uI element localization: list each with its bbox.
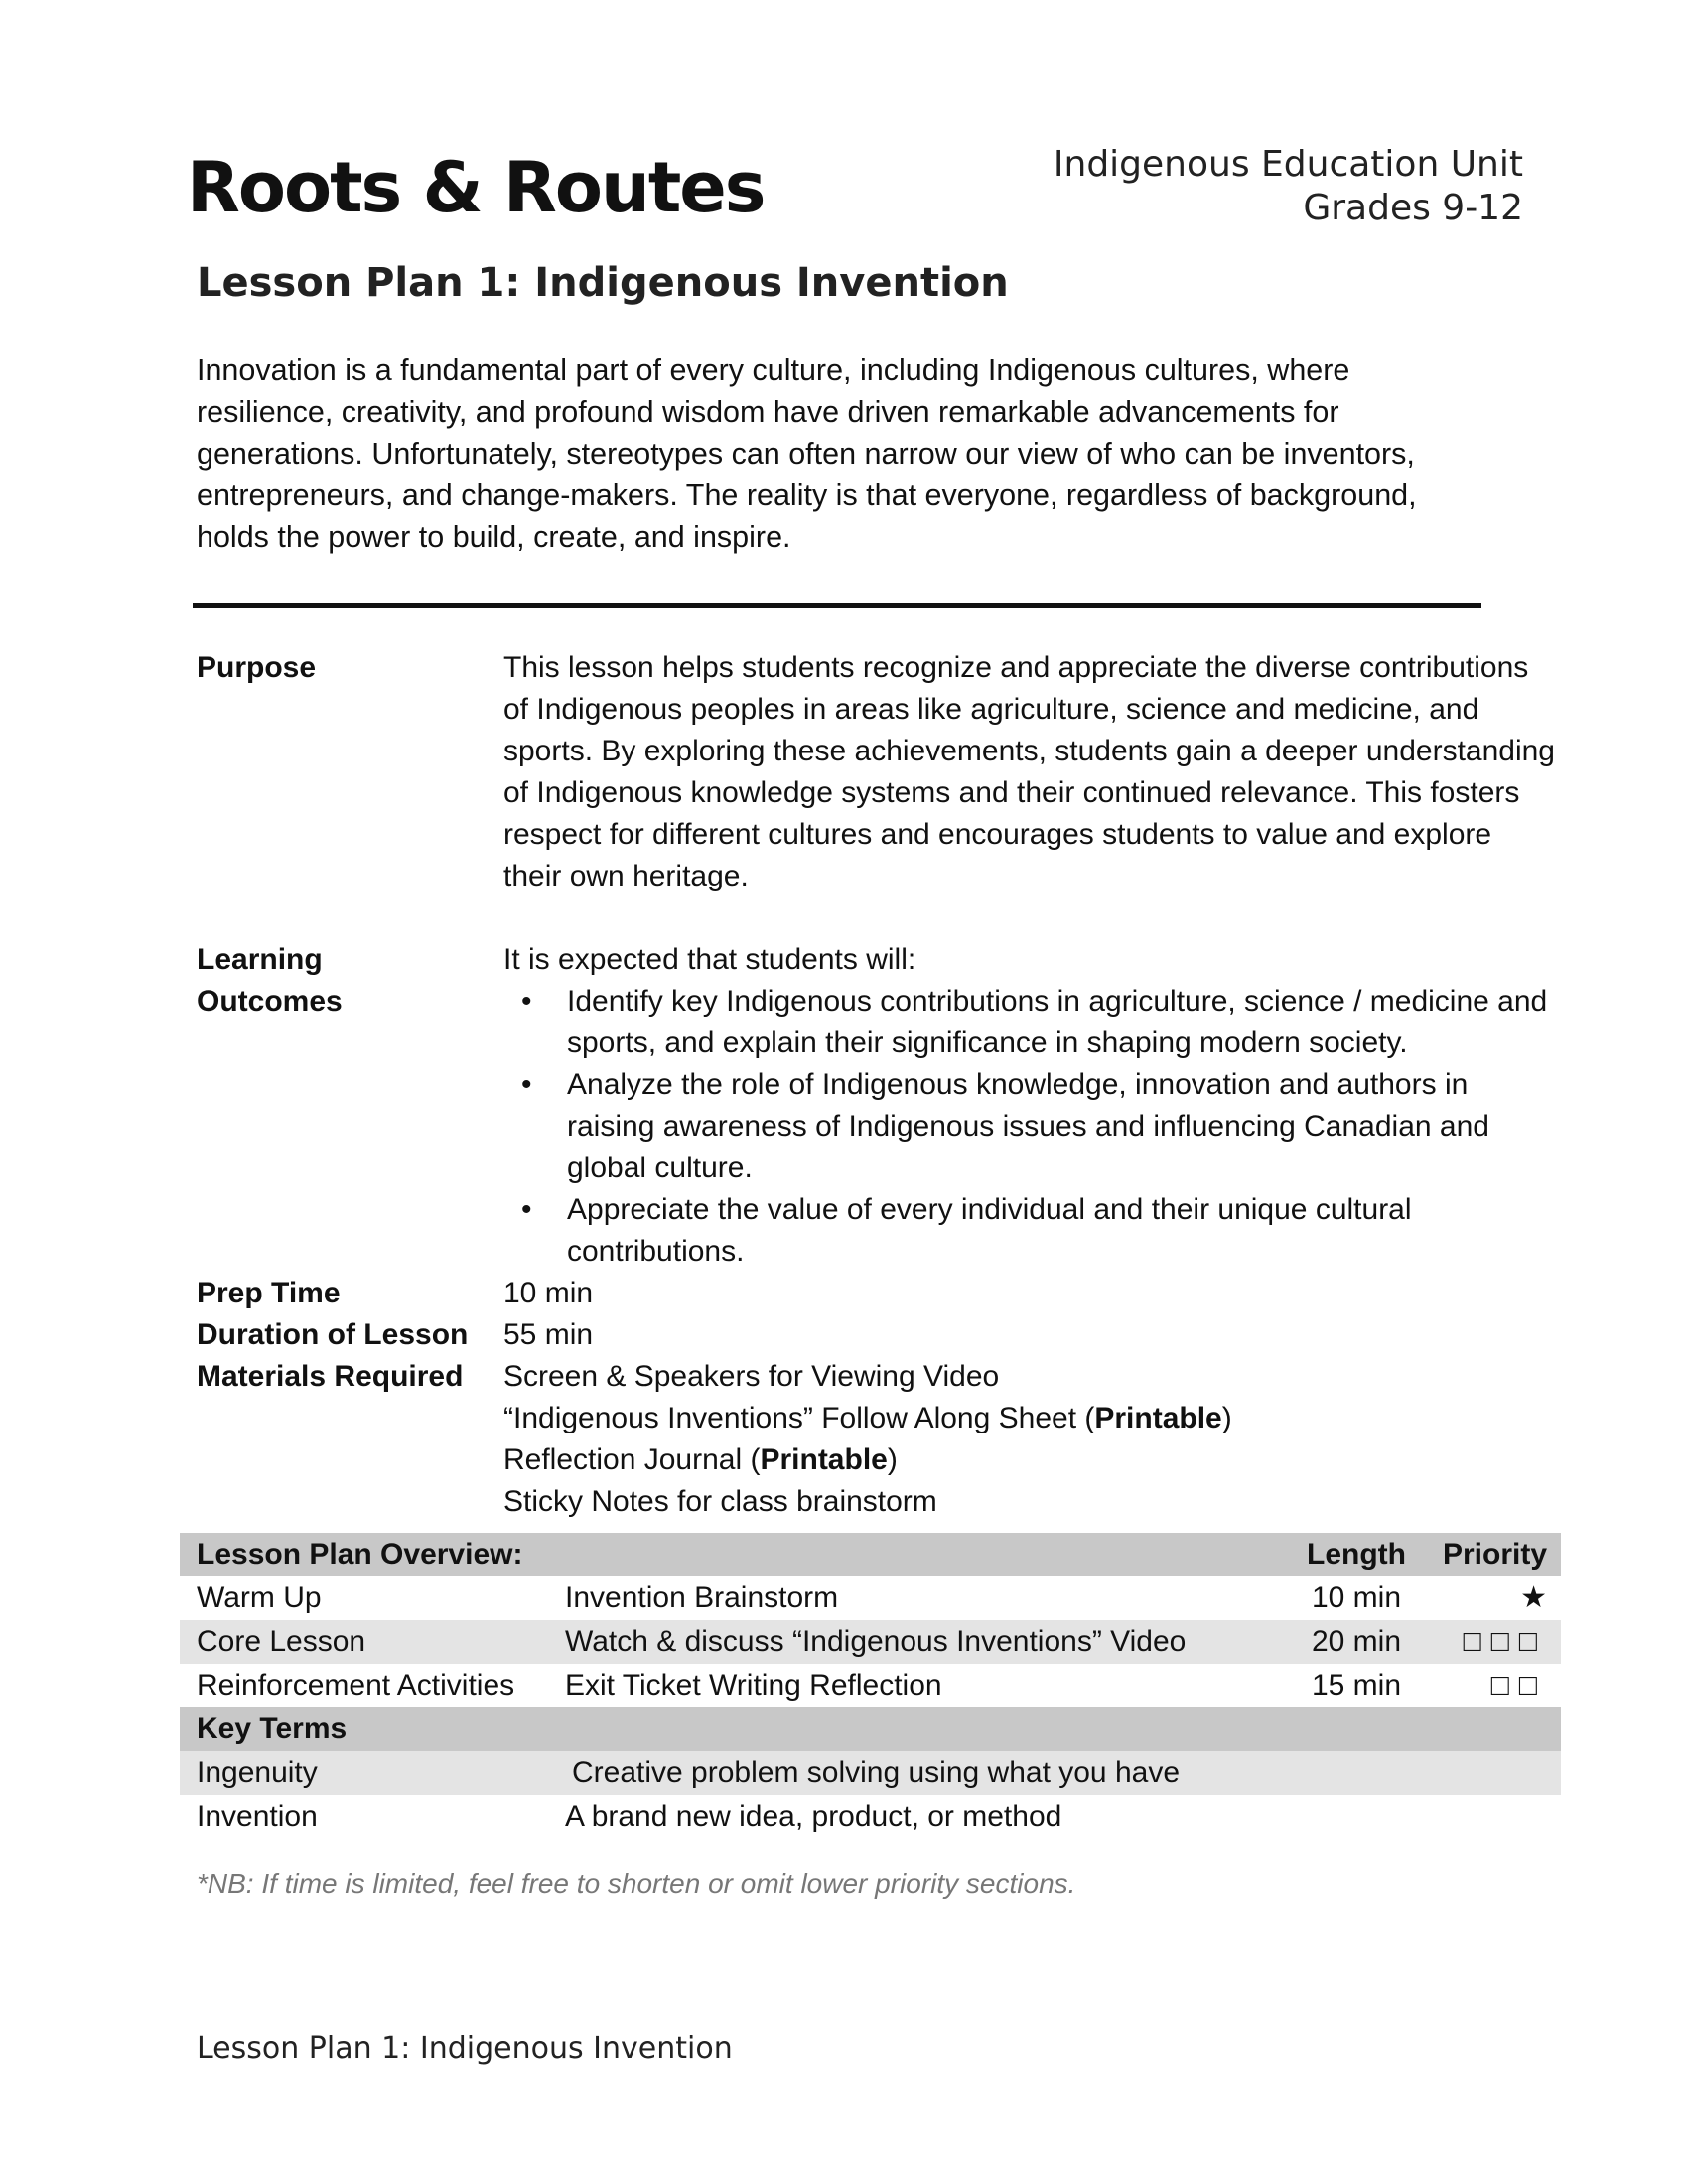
list-item (503, 981, 1556, 1064)
materials-list (503, 1356, 1232, 1523)
priority-header: Priority (1442, 1538, 1547, 1570)
material-item (503, 1398, 1232, 1439)
definition-cell: A brand new idea, product, or method (565, 1800, 1062, 1833)
activity-cell: Watch & discuss “Indigenous Inventions” Video (565, 1625, 1187, 1658)
length-cell: 20 min (1311, 1625, 1402, 1658)
material-text: “Indigenous Inventions” Follow Along Sheet ( (503, 1402, 1095, 1434)
material-item (503, 1439, 1232, 1481)
material-text-end: ) (887, 1443, 898, 1476)
phase-cell: Warm Up (197, 1581, 322, 1614)
outcome-text: Identify key Indigenous contributions in agriculture, science / medicine and sports, and explain their significance in shaping modern society. (567, 985, 1548, 1059)
outcomes-list (503, 981, 1556, 1273)
material-item: Sticky Notes for class brainstorm (503, 1485, 937, 1518)
overview-title: Lesson Plan Overview: (197, 1538, 523, 1570)
table-row (180, 1751, 1561, 1795)
key-terms-title: Key Terms (197, 1712, 348, 1745)
length-cell: 10 min (1311, 1581, 1402, 1614)
table-row (180, 1664, 1561, 1707)
priority-boxes-icon: □□□ (1463, 1625, 1547, 1658)
phase-cell: Core Lesson (197, 1625, 366, 1658)
list-item (503, 1064, 1556, 1189)
term-cell: Invention (197, 1800, 318, 1833)
key-terms-header-row (180, 1707, 1561, 1751)
outcomes-label-line1: Learning (197, 943, 323, 976)
table-row (180, 1620, 1561, 1664)
phase-cell: Reinforcement Activities (197, 1669, 515, 1702)
brand-title: Roots & Routes (187, 147, 765, 228)
priority-note: *NB: If time is limited, feel free to shorten or omit lower priority sections. (197, 1868, 1076, 1899)
prep-time-label: Prep Time (197, 1277, 341, 1309)
printable-tag: Printable (760, 1443, 888, 1476)
unit-info (1054, 143, 1523, 230)
priority-boxes-icon: □□ (1490, 1669, 1547, 1702)
bullet-icon: • (521, 1068, 532, 1101)
outcomes-intro: It is expected that students will: (503, 943, 916, 976)
purpose-text: This lesson helps students recognize and appreciate the diverse contributions of Indigenous peoples in areas like agriculture, science and medicine, and sports. By exploring these achievements, students gain a deeper understanding of Indigenous knowledge systems and their continued relevance. This fosters respect for different cultures and encourages students to value and explore their own heritage. (503, 651, 1555, 892)
intro-paragraph: Innovation is a fundamental part of every culture, including Indigenous cultures, where resilience, creativity, and profound wisdom have driven remarkable advancements for generations. Unfortunately, stereotypes can often narrow our view of who can be inventors, entrepreneurs, and change-makers. The reality is that everyone, regardless of background, holds the power to build, create, and inspire. (197, 353, 1417, 554)
lesson-overview-table (180, 1533, 1561, 1839)
purpose-label: Purpose (197, 651, 317, 684)
table-row (180, 1795, 1561, 1839)
outcome-text: Analyze the role of Indigenous knowledge, innovation and authors in raising awareness of Indigenous issues and influencing Canadian and global culture. (567, 1068, 1489, 1184)
bullet-icon: • (521, 1193, 532, 1226)
learning-outcomes-label (197, 939, 343, 1023)
material-item: Screen & Speakers for Viewing Video (503, 1360, 1000, 1393)
outcomes-label-line2: Outcomes (197, 985, 343, 1018)
outcome-text: Appreciate the value of every individual and their unique cultural contributions. (567, 1193, 1412, 1268)
overview-header-row (180, 1533, 1561, 1576)
definition-cell: Creative problem solving using what you have (572, 1756, 1180, 1789)
prep-time-value: 10 min (503, 1277, 594, 1309)
grade-range: Grades 9-12 (1303, 188, 1523, 228)
bullet-icon: • (521, 985, 532, 1018)
term-cell: Ingenuity (197, 1756, 318, 1789)
material-text: Reflection Journal ( (503, 1443, 761, 1476)
material-text-end: ) (1221, 1402, 1232, 1434)
duration-value: 55 min (503, 1318, 594, 1351)
unit-name: Indigenous Education Unit (1053, 144, 1523, 185)
duration-label: Duration of Lesson (197, 1318, 469, 1351)
activity-cell: Invention Brainstorm (565, 1581, 839, 1614)
list-item (503, 1189, 1556, 1273)
page-footer: Lesson Plan 1: Indigenous Invention (197, 2031, 733, 2066)
activity-cell: Exit Ticket Writing Reflection (565, 1669, 942, 1702)
materials-label: Materials Required (197, 1360, 464, 1393)
printable-tag: Printable (1094, 1402, 1222, 1434)
length-header: Length (1307, 1538, 1406, 1570)
priority-star-icon: ★ (1520, 1581, 1547, 1614)
table-row (180, 1576, 1561, 1620)
lesson-title: Lesson Plan 1: Indigenous Invention (197, 260, 1009, 306)
section-divider (193, 603, 1481, 608)
length-cell: 15 min (1311, 1669, 1402, 1702)
